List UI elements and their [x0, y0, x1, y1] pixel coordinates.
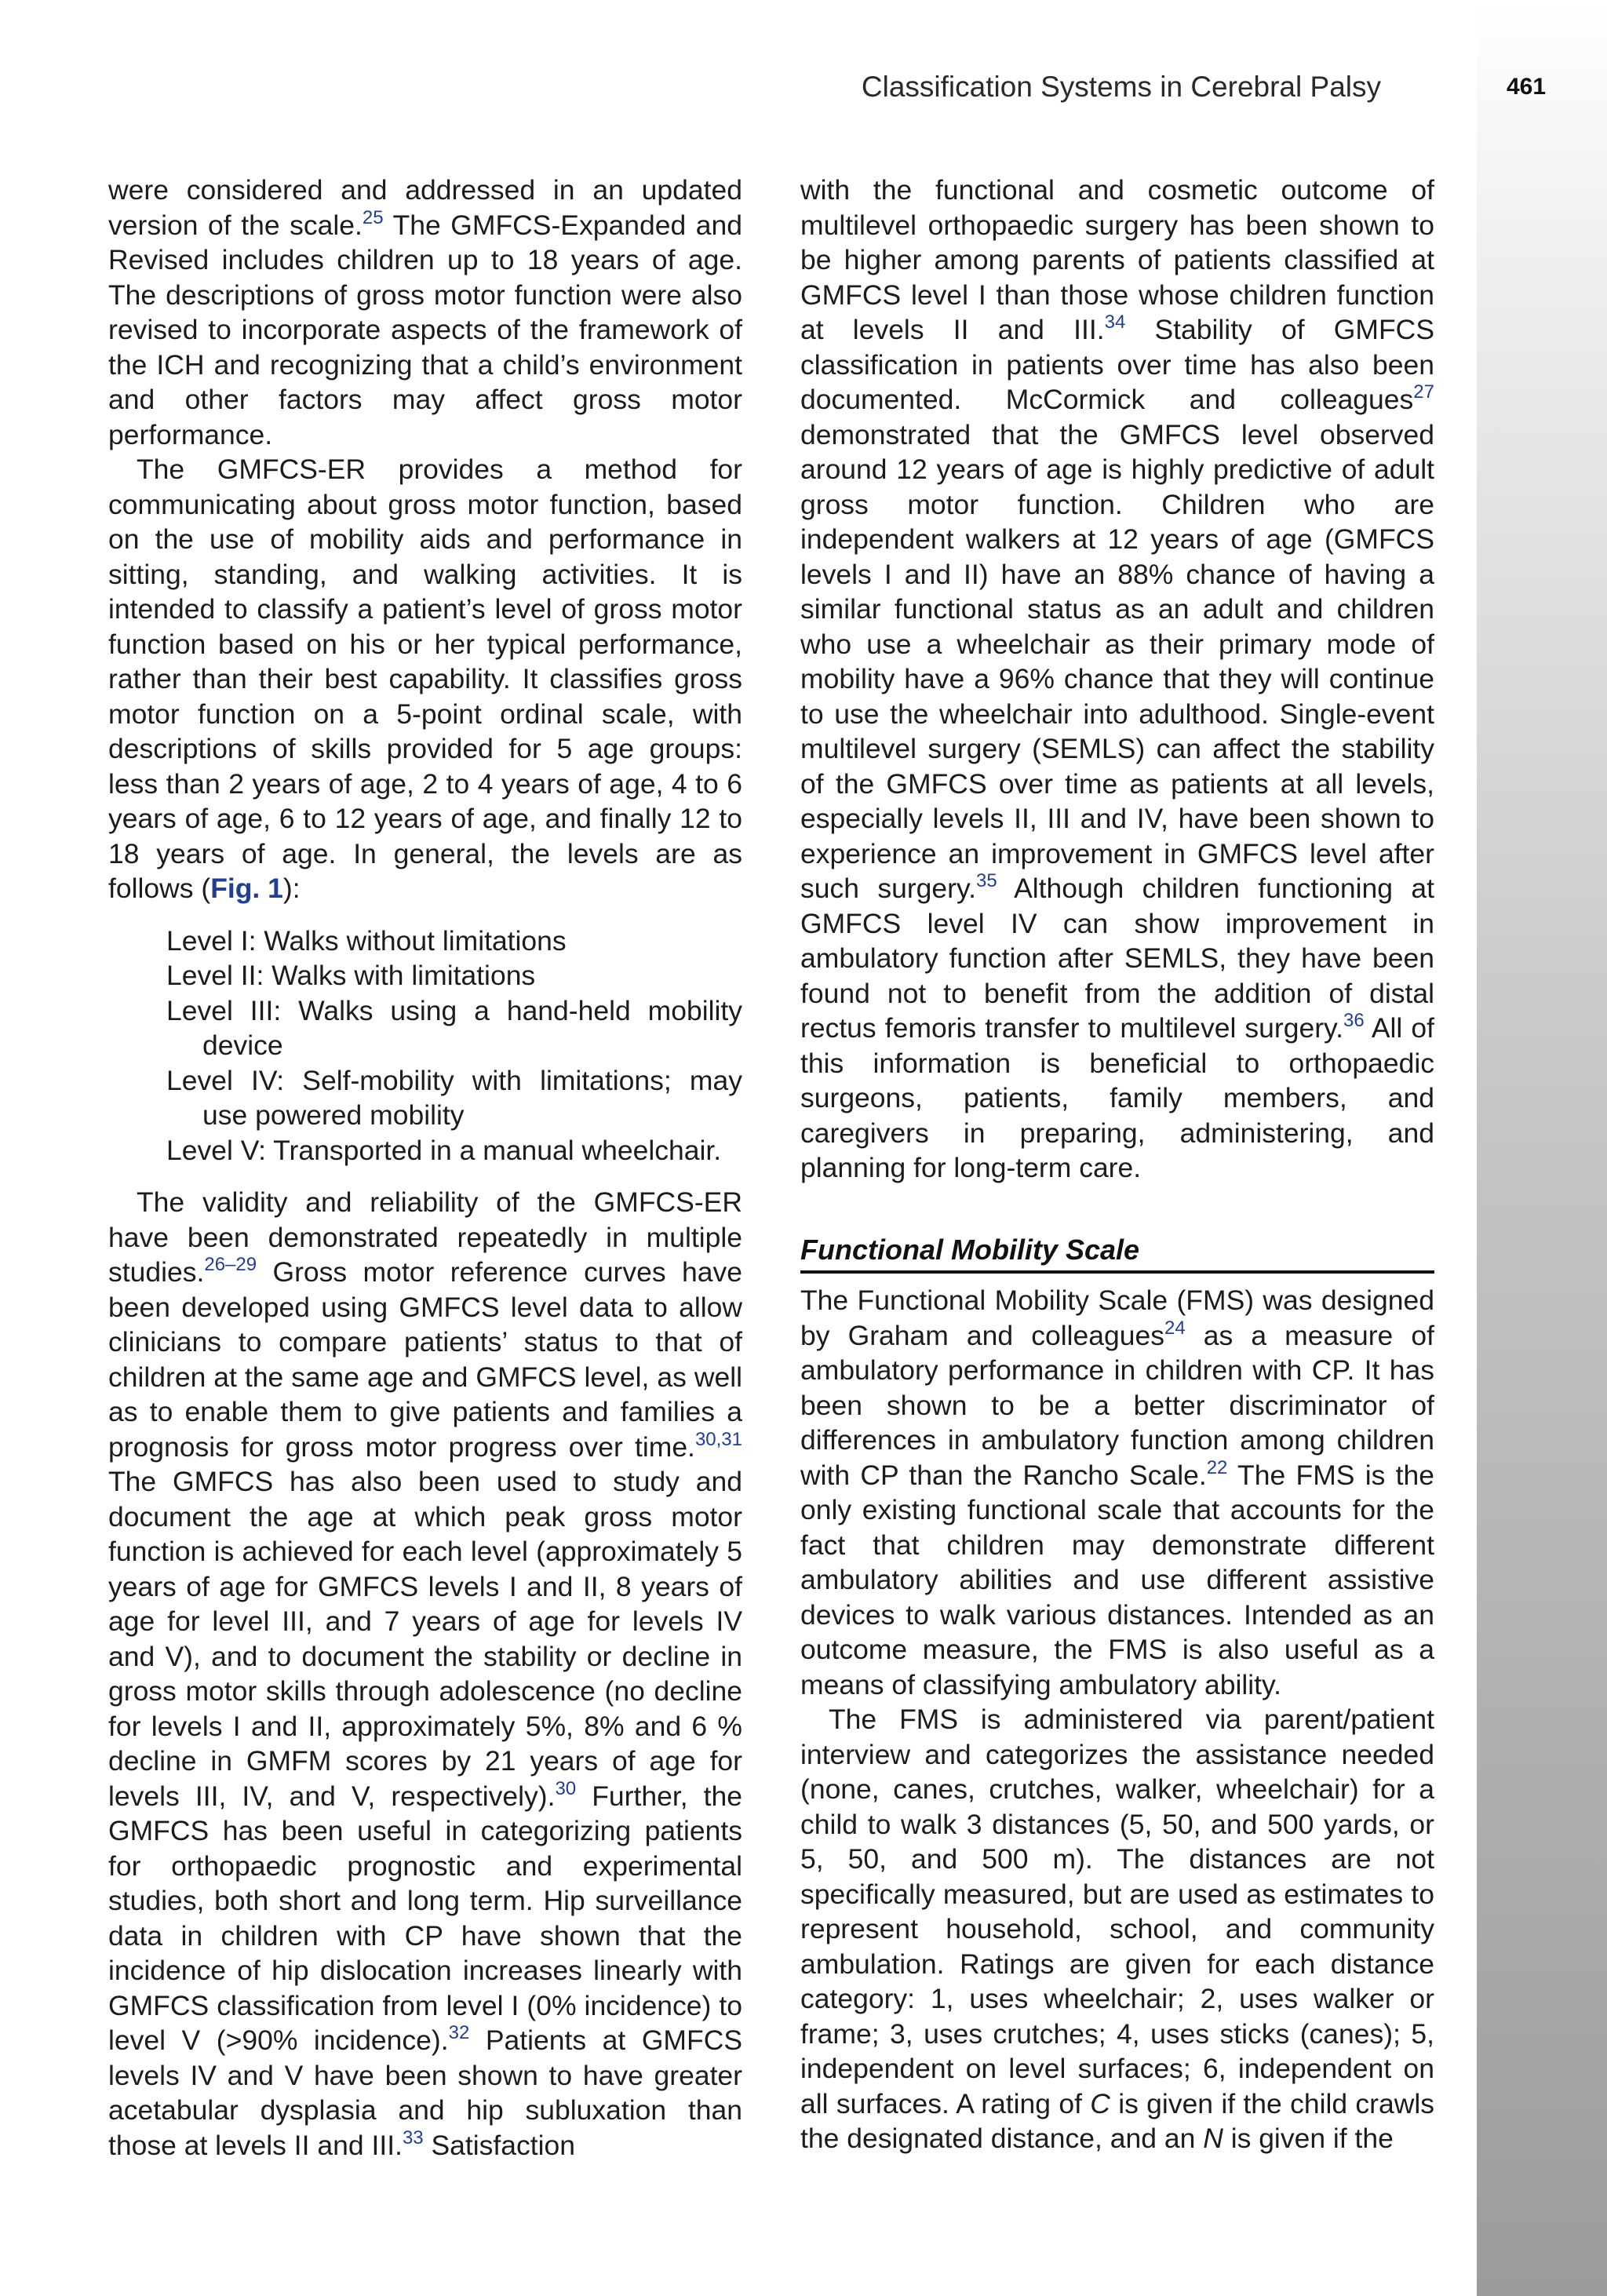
paragraph: with the functional and cosmetic outcome of multilevel orthopaedic surgery has been shown to be higher among parents of patients classified at GMFCS level I than those whose children function at levels II and III.$^{34}$ Stability of GMFCS classification in patients over time has also been documented. McCormick and colleagues$^{27}$ demonstrated that the GMFCS level observed around 12 years of age is highly predictive of adult gross motor function. Children who are independent walkers at 12 years of age (GMFCS levels I and II) have an 88% chance of having a similar functional status as an adult and children who use a wheelchair as their primary mode of mobility have a 96% chance that they will continue to use the wheelchair into adulthood. Single-event multilevel surgery (SEMLS) can affect the stability of the GMFCS over time as patients at all levels, especially levels II, III and IV, have been shown to experience an improvement in GMFCS level after such surgery.$^{35}$ Although children functioning at GMFCS level IV can show improvement in ambulatory function after SEMLS, they have been found not to benefit from the addition of distal rectus femoris transfer to multilevel surgery.$^{36}$ All of this information is beneficial to orthopaedic surgeons, patients, family members, and caregivers in preparing, administering, and planning for long-term care. [800, 174, 1434, 1183]
right-column [800, 173, 1434, 2156]
citation-ref[interactable]: 26–29 [204, 1254, 257, 1275]
citation-ref[interactable]: 33 [402, 2127, 424, 2148]
citation-ref[interactable]: 30,31 [694, 1428, 742, 1450]
list-item: Level II: Walks with limitations [166, 960, 536, 991]
paragraph: were considered and addressed in an updated version of the scale.$^{25}$ The GMFCS-Expanded and Revised includes children up to 18 years of age. The descriptions of gross motor function were also revised to incorporate aspects of the framework of the ICH and recognizing that a child’s environment and other factors may affect gross motor performance. [108, 174, 742, 450]
page-number: 461 [1507, 74, 1547, 100]
list-item: Level III: Walks using a hand-held mobility device [166, 994, 742, 1061]
running-title: Classification Systems in Cerebral Palsy [861, 71, 1381, 103]
figure-link[interactable]: Fig. 1 [210, 873, 283, 904]
list-item: Level I: Walks without limitations [166, 924, 567, 957]
paragraph: The Functional Mobility Scale (FMS) was designed by Graham and colleagues$^{24}$ as a measure of ambulatory performance in children with CP. It has been shown to be a better discriminator of differences in ambulatory function among children with CP than the Rancho Scale.$^{22}$ The FMS is the only existing functional scale that accounts for the fact that children may demonstrate different ambulatory abilities and use different assistive devices to walk various distances. Intended as an outcome measure, the FMS is also useful as a means of classifying ambulatory ability. [800, 1285, 1434, 1700]
citation-ref[interactable]: 27 [1413, 381, 1434, 403]
citation-ref[interactable]: 35 [975, 870, 997, 891]
page-edge-shading [1477, 0, 1607, 2296]
rating-code: N [1203, 2123, 1223, 2154]
gmfcs-level-list [166, 924, 742, 1168]
citation-ref[interactable]: 30 [555, 1777, 577, 1799]
paragraph: The GMFCS-ER provides a method for communicating about gross motor function, based on the use of mobility aids and performance in sitting, standing, and walking activities. It is intended to classify a patient’s level of gross motor function based on his or her typical performance, rather than their best capability. It classifies gross motor function on a 5-point ordinal scale, with descriptions of skills provided for 5 age groups: less than 2 years of age, 2 to 4 years of age, 4 to 6 years of age, 6 to 12 years of age, and finally 12 to 18 years of age. In general, the levels are as follows (Fig. 1): [108, 454, 742, 904]
paragraph: The validity and reliability of the GMFCS-ER have been demonstrated repeatedly in multiple studies.$^{26-29}$ Gross motor reference curves have been developed using GMFCS level data to allow clinicians to compare patients’ status to that of children at the same age and GMFCS level, as well as to enable them to give patients and families a prognosis for gross motor progress over time.$^{30,31}$ The GMFCS has also been used to study and document the age at which peak gross motor function is achieved for each level (approximately 5 years of age for GMFCS levels I and II, 8 years of age for level III, and 7 years of age for levels IV and V), and to document the stability or decline in gross motor skills through adolescence (no decline for levels I and II, approximately 5%, 8% and 6 % decline in GMFM scores by 21 years of age for levels III, IV, and V, respectively).$^{30}$ Further, the GMFCS has been useful in categorizing patients for orthopaedic prognostic and experimental studies, both short and long term. Hip surveillance data in children with CP have shown that the incidence of hip dislocation increases linearly with GMFCS classification from level I (0% incidence) to level V (>90% incidence).$^{32}$ Patients at GMFCS levels IV and V have been shown to have greater acetabular dysplasia and hip subluxation than those at levels II and III.$^{33}$ Satisfaction [108, 1186, 743, 2161]
list-item: Level V: Transported in a manual wheelchair. [166, 1134, 722, 1166]
citation-ref[interactable]: 36 [1343, 1010, 1365, 1031]
list-item: Level IV: Self-mobility with limitations; may use powered mobility [166, 1064, 742, 1131]
left-column [108, 173, 742, 2163]
paragraph: The FMS is administered via parent/patient interview and categorizes the assistance needed (none, canes, crutches, walker, wheelchair) for a child to walk 3 distances (5, 50, and 500 yards, or 5, 50, and 500 m). The distances are not specifically measured, but are used as estimates to represent household, school, and community ambulation. Ratings are given for each distance category: 1, uses wheelchair; 2, uses walker or frame; 3, uses crutches; 4, uses sticks (canes); 5, independent on level surfaces; 6, independent on all surfaces. A rating of C is given if the child crawls the designated distance, and an N is given if the [800, 1704, 1434, 2154]
citation-ref[interactable]: 24 [1164, 1317, 1186, 1339]
citation-ref[interactable]: 22 [1206, 1456, 1228, 1478]
section-heading: Functional Mobility Scale [800, 1233, 1434, 1274]
citation-ref[interactable]: 34 [1104, 312, 1126, 333]
citation-ref[interactable]: 25 [362, 206, 384, 228]
citation-ref[interactable]: 32 [448, 2022, 470, 2043]
rating-code: C [1090, 2087, 1110, 2119]
